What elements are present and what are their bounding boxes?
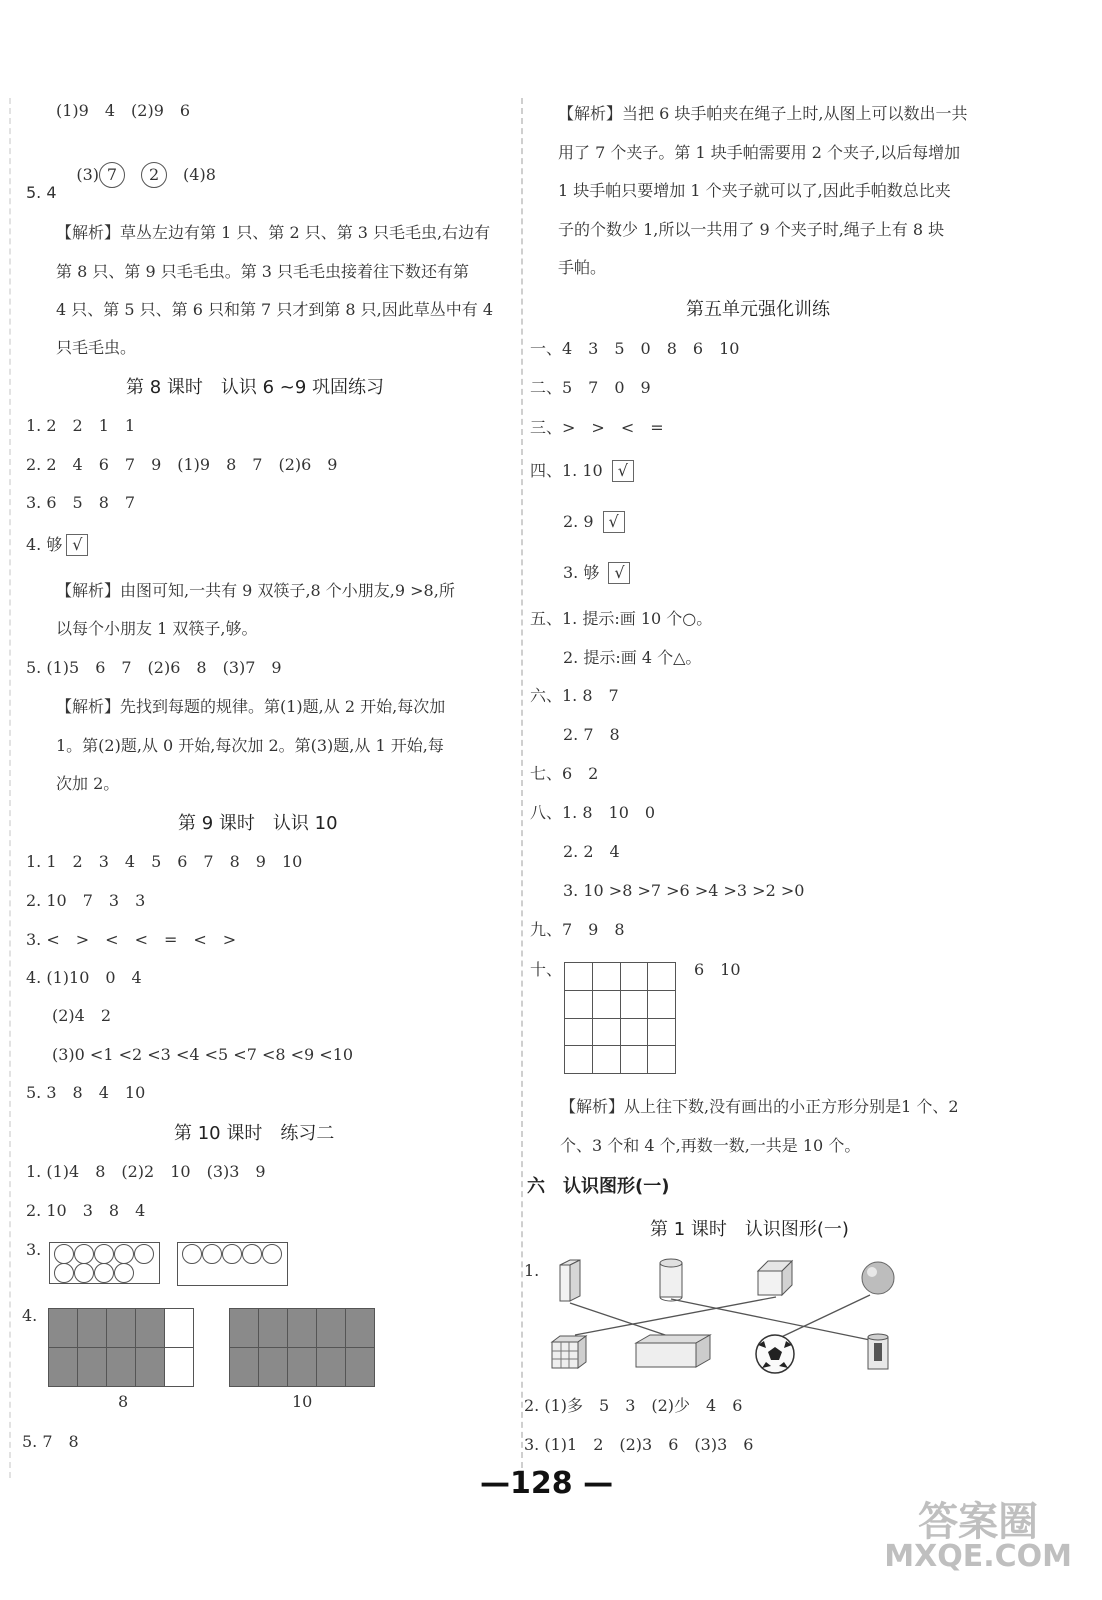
answer-line: 2. 2 4 6 7 9 (1)9 8 7 (2)6 9 [26,455,338,474]
answer-line: 1. [524,1261,540,1280]
check-mark-icon: √ [612,460,634,482]
analysis-line: 1。第(2)题,从 0 开始,每次加 2。第(3)题,从 1 开始,每 [56,736,444,755]
answer-line: 三、> > < = [530,418,664,437]
circle-box-1 [49,1242,160,1284]
answer-line: 4. [22,1306,38,1325]
analysis-line: 次加 2。 [56,774,120,793]
page-number: —128 — [480,1466,614,1501]
answer-line: 五、1. 提示:画 10 个○。 [530,609,713,628]
answer-line: 一、4 3 5 0 8 6 10 [530,339,740,358]
grid-4x4 [564,962,676,1074]
cuboid-tall-icon [560,1260,580,1301]
answer-line: 2. 10 7 3 3 [26,891,146,910]
answer-line: 1. 1 2 3 4 5 6 7 8 9 10 [26,852,303,871]
check-mark-icon: √ [66,534,88,556]
section-heading: 第 10 课时 练习二 [174,1123,335,1144]
analysis-line: 【解析】草丛左边有第 1 只、第 2 只、第 3 只毛毛虫,右边有 [56,223,491,242]
answer-line: 六、1. 8 7 [530,686,619,705]
analysis-line: 子的个数少 1,所以一共用了 9 个夹子时,绳子上有 8 块 [558,220,945,239]
grid-caption: 8 [118,1392,129,1411]
answer-line: 2. 7 8 [563,725,620,744]
answer-line: 2. 2 4 [563,842,620,861]
answer-line: 4. 够 √ [26,534,88,556]
analysis-line: 4 只、第 5 只、第 6 只和第 7 只才到第 8 只,因此草丛中有 4 [56,300,494,319]
analysis-line: 只毛毛虫。 [56,338,137,357]
answer-line: 七、6 2 [530,764,599,783]
answer-line: 1. (1)4 8 (2)2 10 (3)3 9 [26,1162,266,1181]
grid-8 [48,1308,194,1387]
answer-line: 十、 [530,960,563,979]
grid-caption: 10 [292,1392,313,1411]
column-divider [521,98,523,1478]
answer-line: 2. 提示:画 4 个△。 [563,648,702,667]
answer-line: 九、7 9 8 [530,920,625,939]
answer-line: 2. 9 √ [563,511,625,533]
check-mark-icon: √ [608,562,630,584]
answer-line: 3. (1)1 2 (2)3 6 (3)3 6 [524,1435,754,1454]
answer-line: (2)4 2 [52,1006,112,1025]
answer-line: 四、1. 10 √ [530,460,634,482]
section-heading: 第 1 课时 认识图形(一) [650,1219,849,1240]
rubik-cube-icon [552,1336,586,1368]
left-margin-line [9,98,11,1478]
cube-icon [758,1261,792,1295]
answer-line: 5. (1)5 6 7 (2)6 8 (3)7 9 [26,658,282,677]
check-mark-icon: √ [603,511,625,533]
analysis-line: 手帕。 [558,258,607,277]
analysis-line: 【解析】当把 6 块手帕夹在绳子上时,从图上可以数出一共 [558,104,968,123]
answer-line: 3. 10 >8 >7 >6 >4 >3 >2 >0 [563,881,805,900]
answer-line: 5. 3 8 4 10 [26,1083,146,1102]
cylinder-icon [660,1259,682,1301]
answer-line: 5. 4 [26,183,57,202]
answer-line: 3. 6 5 8 7 [26,493,136,512]
circle-box-2 [177,1242,288,1286]
answer-line: 4. (1)10 0 4 [26,968,142,987]
analysis-line: 第 8 只、第 9 只毛毛虫。第 3 只毛毛虫接着往下数还有第 [56,262,470,281]
answer-line: 3. 够 √ [563,562,630,584]
answer-line: (3)0 <1 <2 <3 <4 <5 <7 <8 <9 <10 [52,1045,354,1064]
grid-10 [229,1308,375,1387]
answer-line: 3. < > < < = < > [26,930,237,949]
answer-line: 6 10 [694,960,741,979]
watermark-logo: 答案圈 MXQE.COM [884,1499,1072,1574]
analysis-line: 【解析】由图可知,一共有 9 双筷子,8 个小朋友,9 >8,所 [56,581,455,600]
analysis-line: 用了 7 个夹子。第 1 块手帕需要用 2 个夹子,以后每增加 [558,143,961,162]
circled-answer: 2 [141,162,167,188]
answer-line: 二、5 7 0 9 [530,378,651,397]
analysis-line: 【解析】先找到每题的规律。第(1)题,从 2 开始,每次加 [56,697,446,716]
sphere-icon [862,1262,894,1294]
answer-line: 3. [26,1240,42,1259]
box-icon [636,1335,710,1367]
circled-answer: 7 [99,162,125,188]
answer-line: 2. (1)多 5 3 (2)少 4 6 [524,1396,743,1415]
unit-heading: 六 认识图形(一) [527,1176,670,1197]
answer-line-circled: (3) 7 2 (4)8 [56,142,216,208]
section-heading: 第 9 课时 认识 10 [178,813,338,834]
section-heading: 第 8 课时 认识 6 ~9 巩固练习 [126,377,385,398]
analysis-line: 1 块手帕只要增加 1 个夹子就可以了,因此手帕数总比夹 [558,181,951,200]
shape-matching-figure [540,1255,920,1385]
answer-line: 5. 7 8 [22,1432,79,1451]
can-icon [868,1334,888,1369]
analysis-line: 个、3 个和 4 个,再数一数,一共是 10 个。 [560,1136,861,1155]
answer-line: 2. 10 3 8 4 [26,1201,146,1220]
football-icon [756,1335,794,1373]
analysis-line: 以每个小朋友 1 双筷子,够。 [56,619,258,638]
analysis-line: 【解析】从上往下数,没有画出的小正方形分别是1 个、2 [560,1097,959,1116]
answer-line: 1. 2 2 1 1 [26,416,136,435]
answer-line: 八、1. 8 10 0 [530,803,656,822]
answer-line: (1)9 4 (2)9 6 [56,101,191,120]
section-heading: 第五单元强化训练 [686,299,830,320]
